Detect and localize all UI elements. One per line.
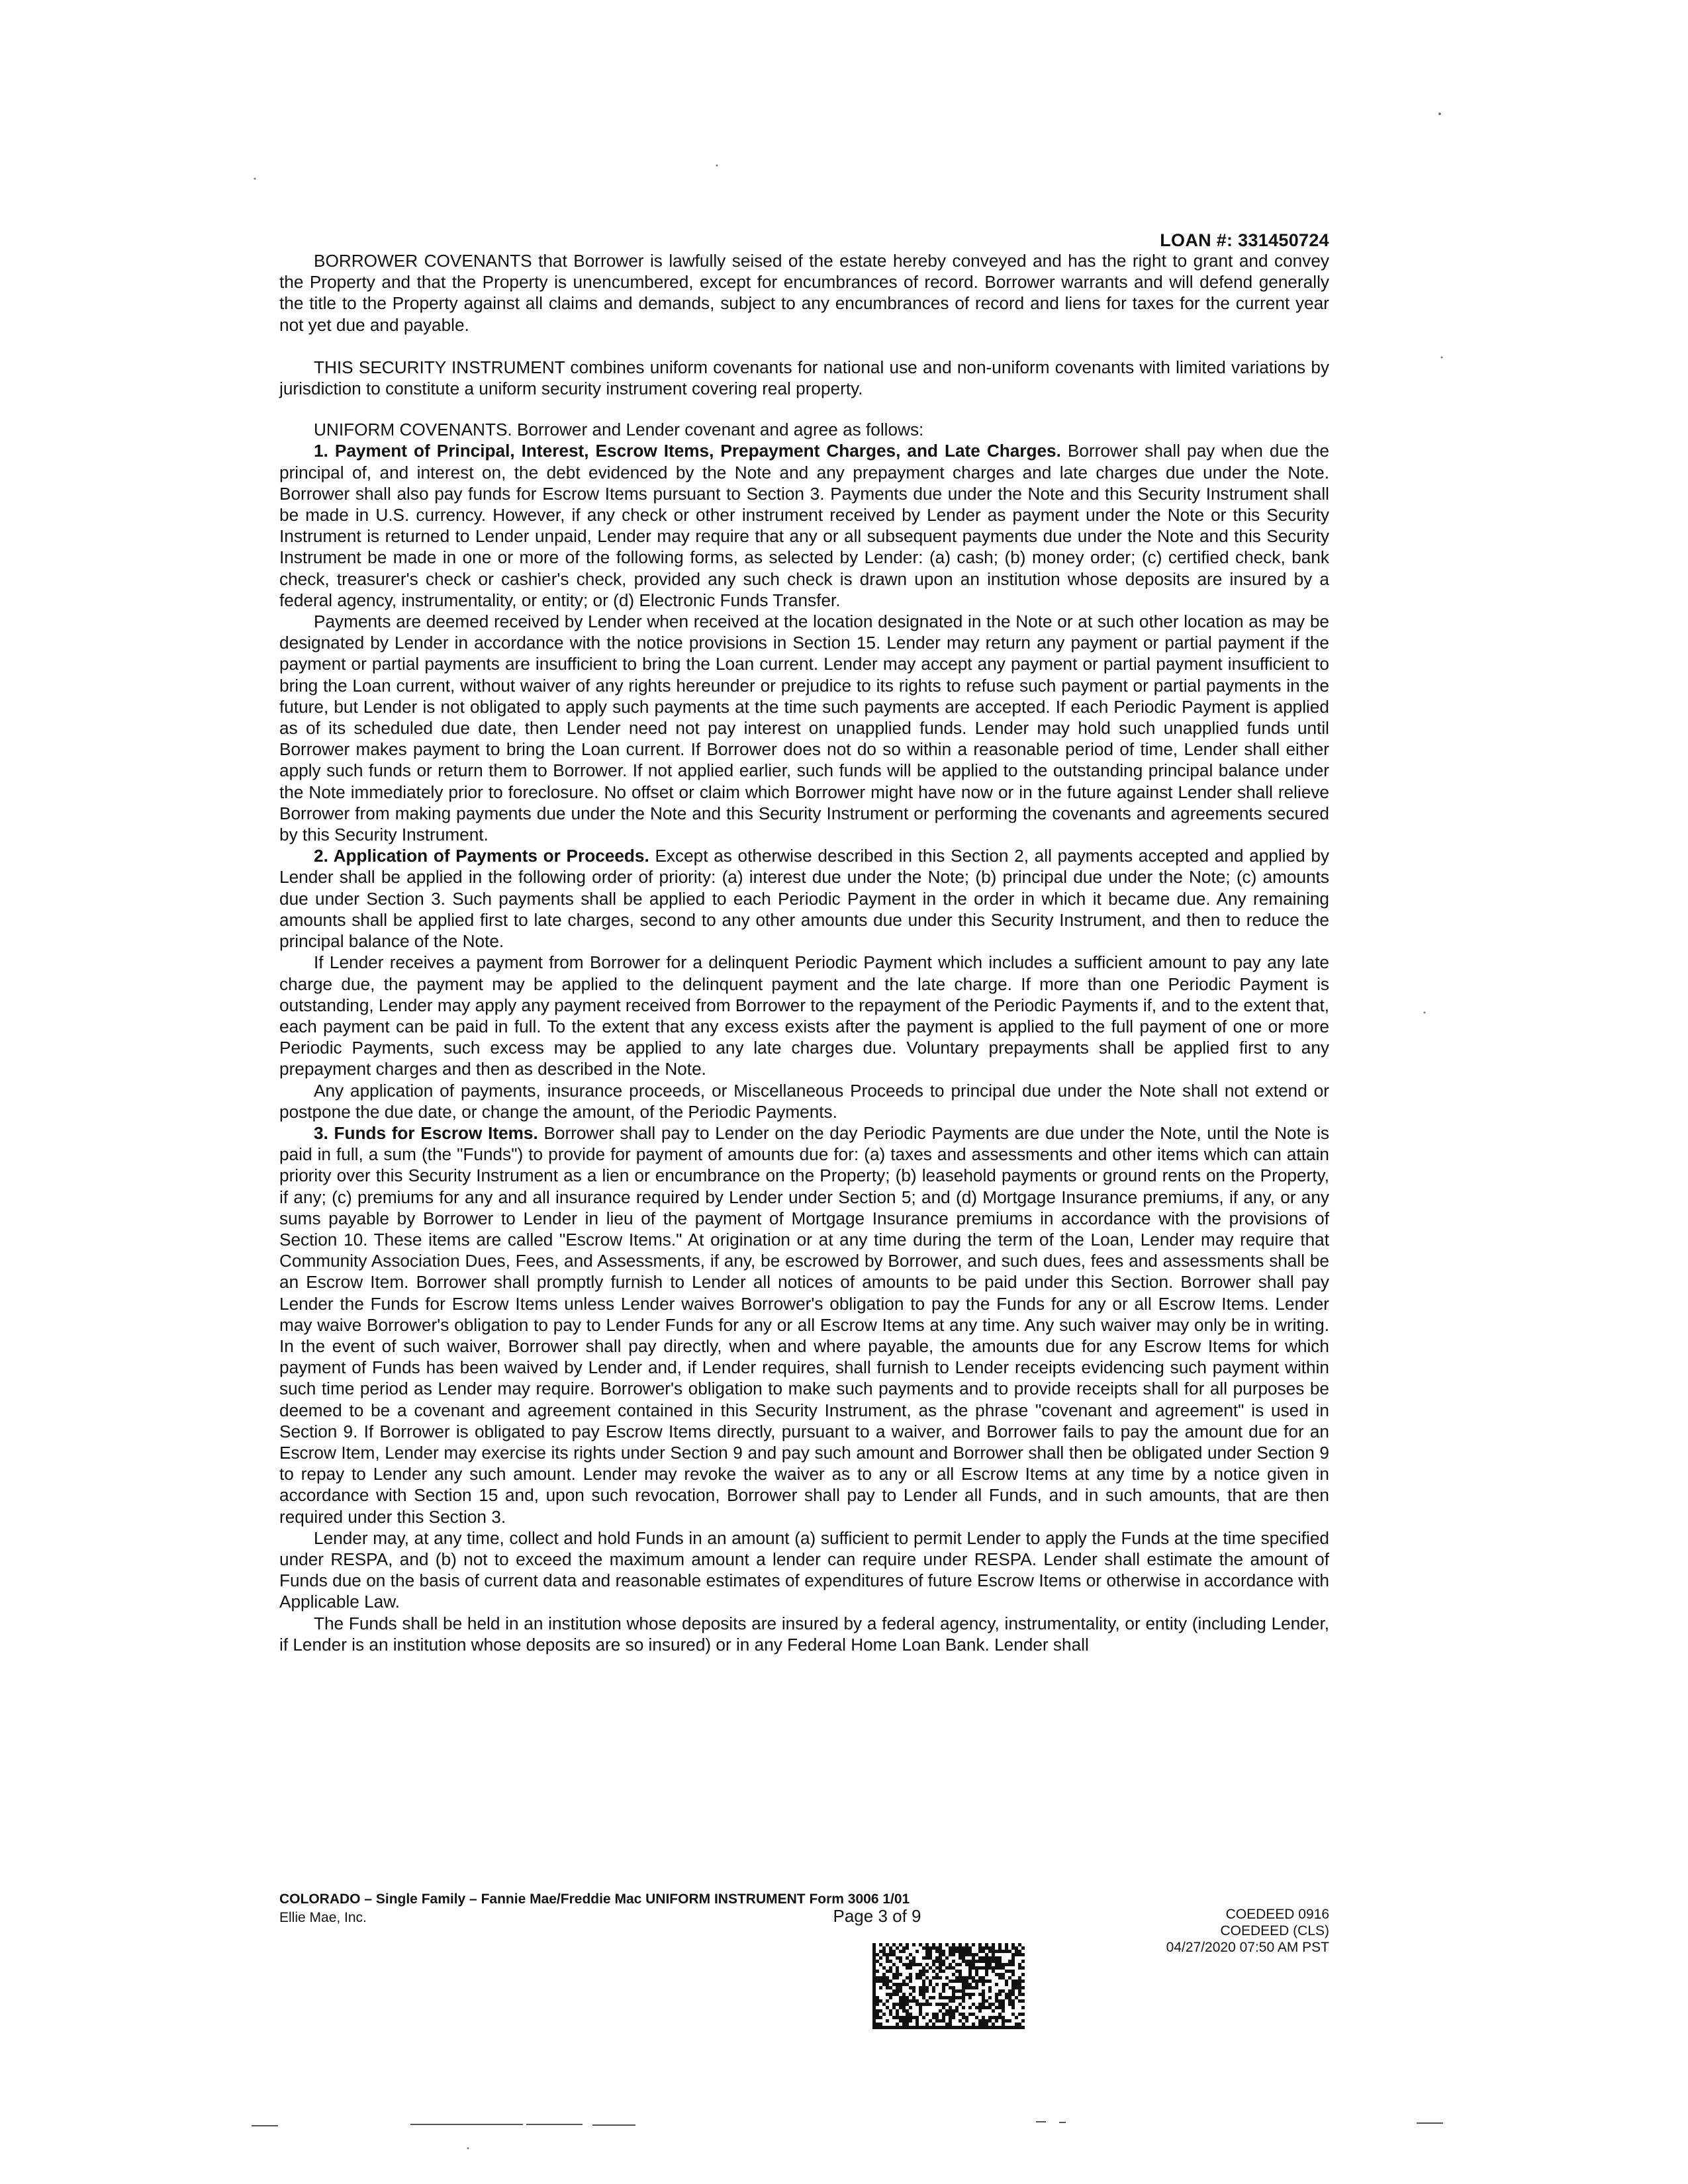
section-2-heading: 2. Application of Payments or Proceeds. [314, 846, 649, 866]
paragraph-payments-received: Payments are deemed received by Lender when received at the location designated in the Note or at such other location as may be designated by Lender in accordance with the notice provisions in Section 15. Lender may return any payment or partial payment if the payment or partial payments are insufficient to bring the Loan current. Lender may accept any payment or partial payment insufficient to bring the Loan current, without waiver of any rights hereunder or prejudice to its rights to refuse such payment or partial payments in the future, but Lender is not obligated to apply such payments at the time such payments are accepted. If each Periodic Payment is applied as of its scheduled due date, then Lender need not pay interest on unapplied funds. Lender may hold such unapplied funds until Borrower makes payment to bring the Loan current. If Borrower does not do so within a reasonable period of time, Lender shall either apply such funds or return them to Borrower. If not applied earlier, such funds will be applied to the outstanding principal balance under the Note immediately prior to foreclosure. No offset or claim which Borrower might have now or in the future against Lender shall relieve Borrower from making payments due under the Note and this Security Instrument or performing the covenants and agreements secured by this Security Instrument. [279, 612, 1329, 845]
loan-number: LOAN #: 331450724 [1160, 230, 1329, 250]
footer-page-number: Page 3 of 9 [833, 1906, 921, 1926]
footer-state: COLORADO [279, 1891, 361, 1907]
section-2-body: Except as otherwise described in this Section 2, all payments accepted and applied by Lender shall be applied in the following order of priority: (a) interest due under the Note; (b) principal due under the Note; (c) amounts due under Section 3. Such payments shall be applied to each Periodic Payment in the order in which it became due. Any remaining amounts shall be applied first to late charges, second to any other amounts due under this Security Instrument, and then to reduce the principal balance of the Note. [279, 846, 1329, 952]
datamatrix-barcode-icon [872, 1943, 1025, 2029]
footer-company: Ellie Mae, Inc. [279, 1910, 367, 1925]
document-body [279, 250, 1329, 1655]
section-3 [279, 1122, 1329, 1527]
footer-code-1: COEDEED 0916 [1225, 1907, 1329, 1922]
section-3-heading: 3. Funds for Escrow Items. [314, 1122, 538, 1143]
footer-timestamp: 04/27/2020 07:50 AM PST [1166, 1940, 1329, 1955]
paragraph-uniform-covenants: UNIFORM COVENANTS. Borrower and Lender covenant and agree as follows: [314, 420, 924, 440]
section-1 [279, 440, 1329, 611]
section-1-heading: 1. Payment of Principal, Interest, Escrow Items, Prepayment Charges, and Late Charges. [314, 441, 1061, 461]
footer-codes [1166, 1906, 1329, 1956]
footer-code-2: COEDEED (CLS) [1220, 1923, 1329, 1938]
paragraph-funds-held: The Funds shall be held in an institution whose deposits are insured by a federal agency, instrumentality, or entity (including Lender, if Lender is an institution whose deposits are so insured) or in any Federal Home Loan Bank. Lender shall [279, 1613, 1329, 1655]
paragraph-application-of-payments: Any application of payments, insurance proceeds, or Miscellaneous Proceeds to principal due under the Note shall not extend or postpone the due date, or change the amount, of the Periodic Payments. [279, 1080, 1329, 1122]
paragraph-delinquent-payment: If Lender receives a payment from Borrower for a delinquent Periodic Payment which includes a sufficient amount to pay any late charge due, the payment may be applied to the delinquent payment and the late charge. If more than one Periodic Payment is outstanding, Lender may apply any payment received from Borrower to the repayment of the Periodic Payments if, and to the extent that, each payment can be paid in full. To the extent that any excess exists after the payment is applied to the full payment of one or more Periodic Payments, such excess may be applied to any late charges due. Voluntary prepayments shall be applied first to any prepayment charges and then as described in the Note. [279, 952, 1329, 1079]
paragraph-security-instrument: THIS SECURITY INSTRUMENT combines uniform covenants for national use and non-uniform covenants with limited variations by jurisdiction to constitute a uniform security instrument covering real property. [279, 357, 1329, 399]
paragraph-borrower-covenants: BORROWER COVENANTS that Borrower is lawfully seised of the estate hereby conveyed and has the right to grant and convey the Property and that the Property is unencumbered, except for encumbrances of record. Borrower warrants and will defend generally the title to the Property against all claims and demands, subject to any encumbrances of record and liens for taxes for the current year not yet due and payable. [279, 251, 1329, 335]
section-2 [279, 845, 1329, 952]
paragraph-collect-funds: Lender may, at any time, collect and hold Funds in an amount (a) sufficient to permit Lender to apply the Funds at the time specified under RESPA, and (b) not to exceed the maximum amount a lender can require under RESPA. Lender shall estimate the amount of Funds due on the basis of current data and reasonable estimates of expenditures of future Escrow Items or otherwise in accordance with Applicable Law. [279, 1527, 1329, 1612]
section-3-body: Borrower shall pay to Lender on the day Periodic Payments are due under the Note, until the Note is paid in full, a sum (the "Funds") to provide for payment of amounts due for: (a) taxes and assessments and other items which can attain priority over this Security Instrument as a lien or encumbrance on the Property; (b) leasehold payments or ground rents on the Property, if any; (c) premiums for any and all insurance required by Lender under Section 5; and (d) Mortgage Insurance premiums, if any, or any sums payable by Borrower to Lender in lieu of the payment of Mortgage Insurance premiums in accordance with the provisions of Section 10. These items are called "Escrow Items." At origination or at any time during the term of the Loan, Lender may require that Community Association Dues, Fees, and Assessments, if any, be escrowed by Borrower, and such dues, fees and assessments shall be an Escrow Item. Borrower shall promptly furnish to Lender all notices of amounts to be paid under this Section. Borrower shall pay Lender the Funds for Escrow Items unless Lender waives Borrower's obligation to pay the Funds for any or all Escrow Items. Lender may waive Borrower's obligation to pay to Lender Funds for any or all Escrow Items at any time. Any such waiver may only be in writing. In the event of such waiver, Borrower shall pay directly, when and where payable, the amounts due for any Escrow Items for which payment of Funds has been waived by Lender and, if Lender requires, shall furnish to Lender receipts evidencing such payment within such time period as Lender may require. Borrower's obligation to make such payments and to provide receipts shall for all purposes be deemed to be a covenant and agreement contained in this Security Instrument, as the phrase "covenant and agreement" is used in Section 9. If Borrower is obligated to pay Escrow Items directly, pursuant to a waiver, and Borrower fails to pay the amount due for an Escrow Item, Lender may exercise its rights under Section 9 and pay such amount and Borrower shall then be obligated under Section 9 to repay to Lender any such amount. Lender may revoke the waiver as to any or all Escrow Items at any time by a notice given in accordance with Section 15 and, upon such revocation, Borrower shall pay to Lender all Funds, and in such amounts, that are then required under this Section 3. [279, 1122, 1329, 1527]
section-1-body: Borrower shall pay when due the principal of, and interest on, the debt evidenced by the Note and any prepayment charges and late charges due under the Note. Borrower shall also pay funds for Escrow Items pursuant to Section 3. Payments due under the Note and this Security Instrument shall be made in U.S. currency. However, if any check or other instrument received by Lender as payment under the Note or this Security Instrument is returned to Lender unpaid, Lender may require that any or all subsequent payments due under the Note and this Security Instrument be made in one or more of the following forms, as selected by Lender: (a) cash; (b) money order; (c) certified check, bank check, treasurer's check or cashier's check, provided any such check is drawn upon an institution whose deposits are insured by a federal agency, instrumentality, or entity; or (d) Electronic Funds Transfer. [279, 441, 1329, 610]
footer-form-description: – Single Family – Fannie Mae/Freddie Mac UNIFORM INSTRUMENT Form 3006 1/01 [360, 1891, 910, 1907]
